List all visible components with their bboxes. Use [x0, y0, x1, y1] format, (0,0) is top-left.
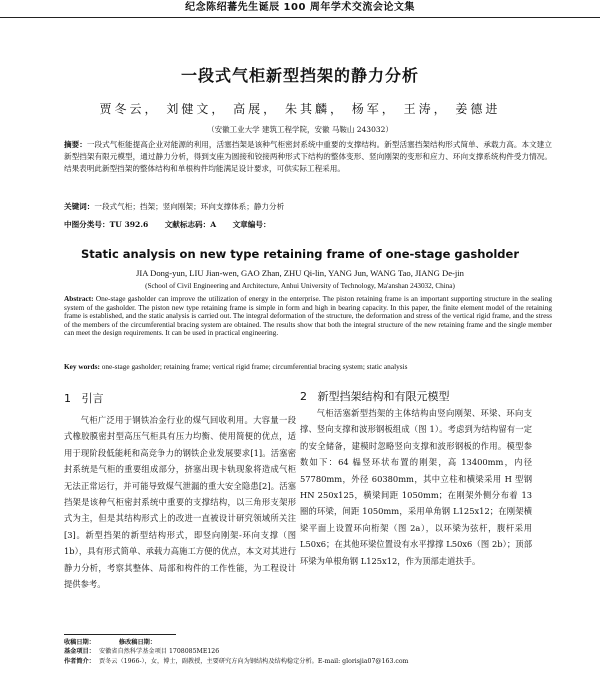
author-bio-text: 贾冬云（1966-），女，博士，副教授，主要研究方向为钢结构及结构稳定分析。E-mail: glorisjia07@163.com	[98, 657, 409, 665]
section-2-paragraph: 气柜活塞新型挡架的主体结构由竖向刚架、环梁、环向支撑、竖向支撑和波形钢板组成（图 1）。考虑到为结构留有一定的安全储备，建模时忽略竖向支撑和波形钢板的作用。模型参数如下：64 榀竖环状布置的刚架，高 13400mm，内径 57780mm，外径 60380mm，其中立柱和横梁采用 H 型钢 HN 250x125，横梁间距 1050mm；在刚架外侧分布着 13 圈的环梁，间距 1050mm，采用单角钢 L125x12；在刚架横梁平面上设置环向桁架（图 2a），以环梁为弦杆，腹杆采用 L50x6；在其他环梁位置设有水平撑撑 L50x6（图 2b）；顶部环梁为单根角钢 L125x12，作为顶部走道扶手。	[300, 408, 532, 566]
section-1-paragraph: 气柜广泛用于钢铁冶金行业的煤气回收利用。大容量一段式橡胶膜密封型高压气柜具有压力均衡、使用简便的优点，适用于现阶段低能耗和高竞争力的钢铁企业发展要求[1]。活塞密封系统是气柜的重要组成部分，挤塞出现卡轨现象将造成气柜无法正常运行，并可能导致煤气泄漏的重大安全隐患[2]。活塞挡架是该种气柜密封系统中重要的支撑结构，以三角形支架形式为主，但是其结构形式上的改进一直被设计研究领域所关注[3]。新型挡架的新型结构形式，即竖向刚架-环向支撑（图 1b），具有形式简单、承载力高施工方便的优点，本文对其进行静力分析，考察其整体、局部和构件的工作性能，为工程设计提供参考。	[64, 415, 296, 590]
chinese-authors: 贾冬云， 刘健文， 高展， 朱其麟， 杨军， 王涛， 姜德进	[99, 102, 501, 116]
chinese-keywords	[64, 201, 552, 213]
clc-number: 中图分类号：TU 392.6	[64, 220, 149, 229]
english-affiliation: (School of Civil Engineering and Architecture, Anhui University of Technology, Ma'anshan 243032, China)	[145, 282, 455, 290]
chinese-keywords-text: 一段式气柜；挡架；竖向刚架；环向支撑体系；静力分析	[94, 202, 285, 211]
document-code: 文献标志码：A	[164, 220, 217, 229]
footnote-divider	[64, 634, 176, 635]
english-keywords	[64, 362, 552, 371]
footnote-dates	[64, 638, 544, 647]
revised-date-label: 修改稿日期：	[118, 639, 157, 646]
fund-text: 安徽省自然科学基金项目 1708085ME126	[98, 648, 220, 656]
section-2-body	[300, 405, 532, 569]
fund-label: 基金项目：	[64, 648, 95, 656]
english-keywords-label: Key words:	[64, 362, 100, 371]
chinese-abstract	[64, 139, 552, 176]
chinese-title: 一段式气柜新型挡架的静力分析	[180, 66, 419, 85]
article-number: 文章编号：	[232, 220, 271, 229]
section-1-title: 引言	[81, 392, 104, 405]
english-abstract	[64, 295, 552, 338]
chinese-affiliation: （安徽工业大学 建筑工程学院，安徽 马鞍山 243032）	[207, 125, 393, 134]
running-header: 纪念陈绍蕃先生诞辰 100 周年学术交流会论文集	[0, 0, 600, 18]
english-abstract-label: Abstract:	[64, 294, 94, 303]
footnote-fund	[64, 647, 544, 656]
english-abstract-text: One-stage gasholder can improve the utilization of energy in the enterprise. The piston retaining frame is an important supporting structure in the sealing system of the gasholder. The piston new type retaining frame is simple in form and high in bearing capacity. In this paper, the finite element model of the retaining frame is established, and the static analysis is carried out. The integral deformation of the structure, the deformation and stress of the vertical rigid frame, and the stress of the members of the circumferential bracing system are obtained. The results show that both the integral structure of the new retaining frame and the single member can meet the design requirements. It can be used in practical engineering.	[64, 294, 552, 338]
english-title: Static analysis on new type retaining frame of one-stage gasholder	[80, 247, 520, 261]
chinese-abstract-label: 摘要：	[64, 140, 87, 149]
chinese-abstract-text: 一段式气柜能提高企业对能源的利用，活塞挡架是该种气柜密封系统中重要的支撑结构。新型活塞挡架结构形式简单、承载力高。本文建立新型挡架有限元模型，通过静力分析，得到支座为圆接和铰接两种形式下结构的整体变形、竖向刚架的变形和应力、环向支撑系统构件受力情况。结果表明此新型挡架的整体结构和单根构件均能满足设计要求，可供实际工程采用。	[64, 140, 553, 174]
section-1-body	[64, 412, 296, 592]
author-bio-label: 作者简介：	[64, 657, 95, 665]
section-2-heading	[300, 388, 450, 404]
section-1-heading	[64, 390, 104, 406]
english-authors: JIA Dong-yun, LIU Jian-wen, GAO Zhan, ZHU Qi-lin, YANG Jun, WANG Tao, JIANG De-jin	[136, 268, 464, 278]
classification-line	[64, 219, 552, 230]
footnotes	[64, 638, 544, 666]
section-2-title: 新型挡架结构和有限元模型	[317, 390, 450, 403]
received-date-label: 收稿日期：	[64, 639, 95, 646]
footnote-author	[64, 657, 544, 666]
section-1-number: 1	[64, 392, 71, 405]
english-keywords-text: one-stage gasholder; retaining frame; vertical rigid frame; circumferential bracing system; static analysis	[101, 362, 408, 371]
chinese-keywords-label: 关键词：	[64, 202, 95, 211]
section-2-number: 2	[300, 390, 307, 403]
